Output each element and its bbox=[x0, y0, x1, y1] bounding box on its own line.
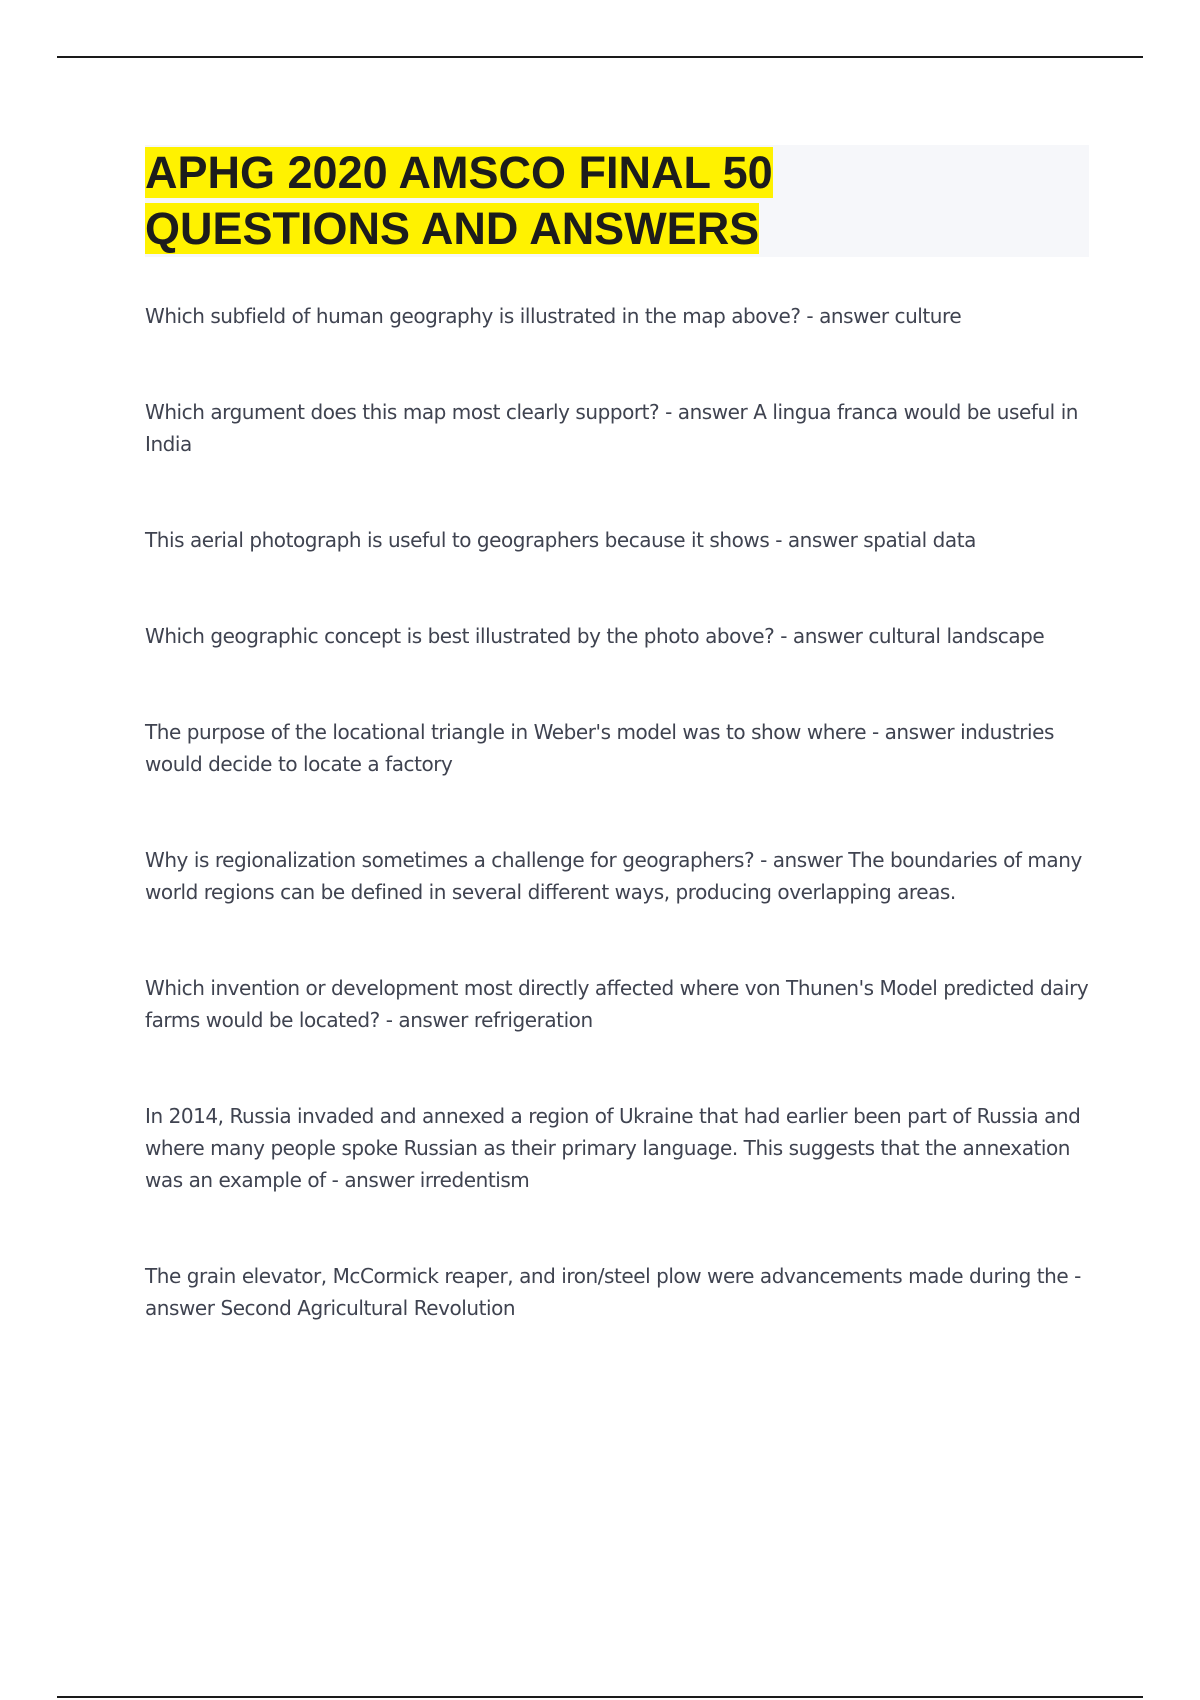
title-line-1: APHG 2020 AMSCO FINAL 50 bbox=[145, 147, 773, 198]
page-title bbox=[145, 145, 1089, 257]
top-rule bbox=[57, 56, 1143, 58]
title-block bbox=[145, 145, 1089, 257]
title-line-2: QUESTIONS AND ANSWERS bbox=[145, 203, 760, 254]
qa-list bbox=[145, 300, 1090, 1388]
qa-item: The grain elevator, McCormick reaper, and iron/steel plow were advancements made during the - answer Second Agricultural Revolution bbox=[145, 1264, 1081, 1320]
qa-item: Which subfield of human geography is illustrated in the map above? - answer culture bbox=[145, 304, 962, 328]
qa-item: In 2014, Russia invaded and annexed a region of Ukraine that had earlier been part of Russia and where many people spoke Russian as their primary language. This suggests that the annexation was an example of - answer irredentism bbox=[145, 1104, 1081, 1192]
qa-item: The purpose of the locational triangle in Weber's model was to show where - answer industries would decide to locate a factory bbox=[145, 720, 1054, 776]
qa-item: This aerial photograph is useful to geographers because it shows - answer spatial data bbox=[145, 528, 976, 552]
qa-item: Which invention or development most directly affected where von Thunen's Model predicted dairy farms would be located? - answer refrigeration bbox=[145, 976, 1089, 1032]
qa-item: Why is regionalization sometimes a challenge for geographers? - answer The boundaries of many world regions can be defined in several different ways, producing overlapping areas. bbox=[145, 848, 1082, 904]
qa-item: Which argument does this map most clearly support? - answer A lingua franca would be useful in India bbox=[145, 400, 1079, 456]
bottom-rule bbox=[57, 1696, 1143, 1698]
qa-item: Which geographic concept is best illustrated by the photo above? - answer cultural landscape bbox=[145, 624, 1045, 648]
